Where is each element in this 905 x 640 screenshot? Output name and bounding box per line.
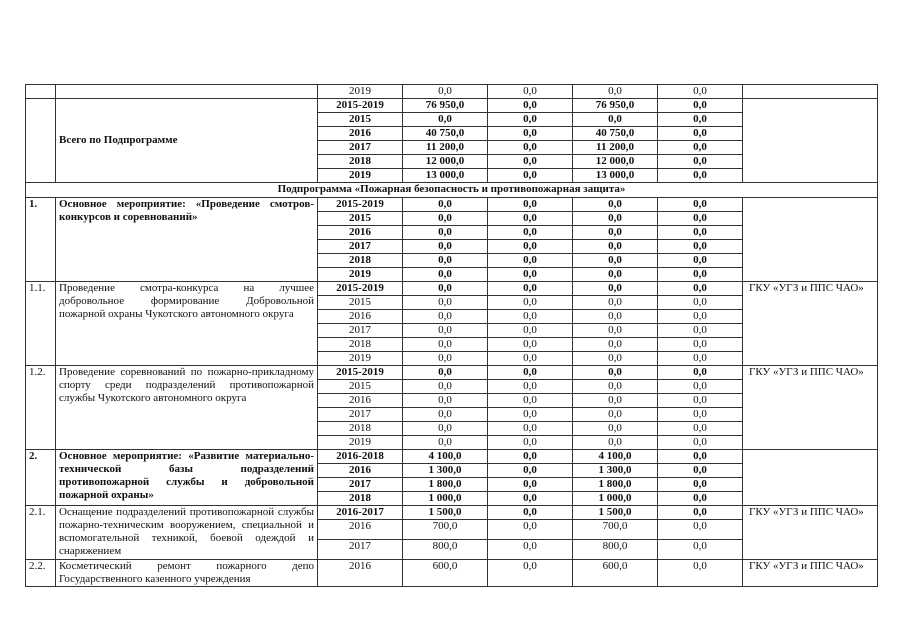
value-cell: 0,0 (488, 99, 573, 113)
value-cell: 0,0 (403, 282, 488, 296)
year-cell: 2015-2019 (318, 282, 403, 296)
value-cell: 76 950,0 (573, 99, 658, 113)
year-cell: 2015 (318, 296, 403, 310)
year-cell: 2017 (318, 240, 403, 254)
description-cell (56, 85, 318, 99)
value-cell: 0,0 (658, 169, 743, 183)
value-cell: 0,0 (573, 366, 658, 380)
value-cell: 0,0 (658, 408, 743, 422)
year-cell: 2015 (318, 380, 403, 394)
executor-cell: ГКУ «УГЗ и ППС ЧАО» (743, 282, 878, 366)
table-row (26, 560, 878, 587)
value-cell: 1 500,0 (573, 506, 658, 520)
value-cell: 12 000,0 (573, 155, 658, 169)
value-cell: 1 000,0 (573, 492, 658, 506)
value-cell: 1 300,0 (403, 464, 488, 478)
description-cell: Основное мероприятие: «Развитие материально-технической базы подразделений противопожарной службы и добровольной пожарной охраны» (56, 450, 318, 506)
year-cell: 2019 (318, 85, 403, 99)
year-cell: 2016 (318, 394, 403, 408)
value-cell: 40 750,0 (573, 127, 658, 141)
value-cell: 0,0 (658, 464, 743, 478)
value-cell: 0,0 (403, 226, 488, 240)
value-cell: 0,0 (573, 422, 658, 436)
year-cell: 2016 (318, 127, 403, 141)
row-number-cell: 2. (26, 450, 56, 506)
row-number-cell: 2.2. (26, 560, 56, 587)
value-cell: 0,0 (658, 422, 743, 436)
table-row (26, 85, 878, 99)
value-cell: 0,0 (573, 338, 658, 352)
year-cell: 2016-2018 (318, 450, 403, 464)
table-row (26, 366, 878, 380)
value-cell: 0,0 (403, 268, 488, 282)
executor-cell: ГКУ «УГЗ и ППС ЧАО» (743, 366, 878, 450)
value-cell: 0,0 (488, 155, 573, 169)
value-cell: 13 000,0 (403, 169, 488, 183)
value-cell: 0,0 (658, 450, 743, 464)
value-cell: 0,0 (488, 422, 573, 436)
value-cell: 0,0 (488, 478, 573, 492)
value-cell: 0,0 (403, 240, 488, 254)
value-cell: 0,0 (573, 408, 658, 422)
value-cell: 0,0 (488, 127, 573, 141)
value-cell: 0,0 (488, 380, 573, 394)
value-cell: 0,0 (488, 394, 573, 408)
year-cell: 2018 (318, 155, 403, 169)
value-cell: 0,0 (403, 338, 488, 352)
value-cell: 800,0 (573, 540, 658, 560)
value-cell: 0,0 (403, 422, 488, 436)
year-cell: 2016 (318, 226, 403, 240)
value-cell: 0,0 (573, 324, 658, 338)
year-cell: 2015-2019 (318, 99, 403, 113)
value-cell: 4 100,0 (573, 450, 658, 464)
value-cell: 0,0 (403, 380, 488, 394)
value-cell: 0,0 (658, 141, 743, 155)
year-cell: 2015 (318, 212, 403, 226)
table-row (26, 282, 878, 296)
value-cell: 0,0 (573, 268, 658, 282)
year-cell: 2015-2019 (318, 366, 403, 380)
value-cell: 0,0 (488, 85, 573, 99)
value-cell: 0,0 (488, 212, 573, 226)
executor-cell (743, 99, 878, 183)
table-row (26, 99, 878, 113)
value-cell: 1 800,0 (573, 478, 658, 492)
year-cell: 2015 (318, 113, 403, 127)
value-cell: 0,0 (403, 394, 488, 408)
year-cell: 2016 (318, 464, 403, 478)
table-row (26, 183, 878, 198)
value-cell: 0,0 (658, 338, 743, 352)
value-cell: 0,0 (658, 352, 743, 366)
program-budget-table (25, 84, 878, 587)
value-cell: 0,0 (658, 436, 743, 450)
value-cell: 0,0 (658, 296, 743, 310)
value-cell: 0,0 (573, 352, 658, 366)
row-number-cell: 1.1. (26, 282, 56, 366)
value-cell: 0,0 (658, 310, 743, 324)
description-cell: Проведение соревнований по пожарно-прикладному спорту среди подразделений противопожарной службы Чукотского автономного округа (56, 366, 318, 450)
value-cell: 0,0 (488, 492, 573, 506)
executor-cell (743, 450, 878, 506)
value-cell: 0,0 (488, 506, 573, 520)
value-cell: 1 300,0 (573, 464, 658, 478)
value-cell: 0,0 (403, 296, 488, 310)
description-cell: Оснащение подразделений противопожарной службы пожарно-техническим вооружением, специальной и вспомогательной техникой, боевой одеждой и снаряжением (56, 506, 318, 560)
value-cell: 0,0 (488, 450, 573, 464)
value-cell: 0,0 (658, 394, 743, 408)
value-cell: 0,0 (658, 254, 743, 268)
value-cell: 0,0 (658, 282, 743, 296)
year-cell: 2015-2019 (318, 198, 403, 212)
year-cell: 2019 (318, 352, 403, 366)
value-cell: 700,0 (403, 520, 488, 540)
value-cell: 0,0 (658, 478, 743, 492)
table-row (26, 506, 878, 520)
value-cell: 0,0 (403, 366, 488, 380)
value-cell: 0,0 (573, 436, 658, 450)
value-cell: 0,0 (488, 540, 573, 560)
value-cell: 0,0 (488, 226, 573, 240)
value-cell: 0,0 (403, 198, 488, 212)
value-cell: 0,0 (488, 282, 573, 296)
value-cell: 0,0 (658, 492, 743, 506)
value-cell: 0,0 (573, 380, 658, 394)
executor-cell: ГКУ «УГЗ и ППС ЧАО» (743, 506, 878, 560)
value-cell: 600,0 (403, 560, 488, 587)
value-cell: 0,0 (658, 155, 743, 169)
value-cell: 0,0 (658, 127, 743, 141)
value-cell: 0,0 (488, 464, 573, 478)
value-cell: 0,0 (488, 296, 573, 310)
value-cell: 76 950,0 (403, 99, 488, 113)
value-cell: 0,0 (658, 240, 743, 254)
year-cell: 2018 (318, 422, 403, 436)
value-cell: 0,0 (488, 408, 573, 422)
year-cell: 2018 (318, 338, 403, 352)
value-cell: 800,0 (403, 540, 488, 560)
year-cell: 2018 (318, 254, 403, 268)
value-cell: 0,0 (488, 352, 573, 366)
value-cell: 0,0 (488, 310, 573, 324)
value-cell: 0,0 (488, 366, 573, 380)
row-number-cell: 1. (26, 198, 56, 282)
value-cell: 4 100,0 (403, 450, 488, 464)
subprogram-title: Подпрограмма «Пожарная безопасность и противопожарная защита» (26, 183, 878, 198)
year-cell: 2016 (318, 520, 403, 540)
value-cell: 0,0 (573, 113, 658, 127)
value-cell: 0,0 (488, 141, 573, 155)
value-cell: 0,0 (658, 268, 743, 282)
description-cell: Основное мероприятие: «Проведение смотров-конкурсов и соревнований» (56, 198, 318, 282)
value-cell: 0,0 (488, 338, 573, 352)
value-cell: 0,0 (403, 85, 488, 99)
row-number-cell: 1.2. (26, 366, 56, 450)
value-cell: 0,0 (573, 254, 658, 268)
value-cell: 0,0 (488, 268, 573, 282)
value-cell: 0,0 (488, 169, 573, 183)
table-row (26, 198, 878, 212)
year-cell: 2017 (318, 408, 403, 422)
value-cell: 0,0 (488, 254, 573, 268)
value-cell: 0,0 (658, 366, 743, 380)
value-cell: 0,0 (658, 198, 743, 212)
value-cell: 0,0 (403, 310, 488, 324)
executor-cell (743, 198, 878, 282)
year-cell: 2018 (318, 492, 403, 506)
year-cell: 2017 (318, 324, 403, 338)
year-cell: 2019 (318, 436, 403, 450)
row-number-cell: 2.1. (26, 506, 56, 560)
year-cell: 2016-2017 (318, 506, 403, 520)
value-cell: 0,0 (403, 254, 488, 268)
table-row (26, 450, 878, 464)
description-cell: Косметический ремонт пожарного депо Государственного казенного учреждения (56, 560, 318, 587)
value-cell: 0,0 (658, 324, 743, 338)
value-cell: 0,0 (403, 436, 488, 450)
value-cell: 0,0 (403, 113, 488, 127)
value-cell: 0,0 (658, 560, 743, 587)
value-cell: 0,0 (573, 226, 658, 240)
year-cell: 2017 (318, 478, 403, 492)
value-cell: 0,0 (658, 226, 743, 240)
value-cell: 0,0 (658, 540, 743, 560)
value-cell: 0,0 (573, 296, 658, 310)
value-cell: 0,0 (403, 212, 488, 226)
value-cell: 40 750,0 (403, 127, 488, 141)
value-cell: 0,0 (488, 198, 573, 212)
value-cell: 0,0 (658, 99, 743, 113)
value-cell: 0,0 (573, 240, 658, 254)
year-cell: 2016 (318, 560, 403, 587)
year-cell: 2019 (318, 268, 403, 282)
value-cell: 0,0 (658, 85, 743, 99)
value-cell: 11 200,0 (403, 141, 488, 155)
year-cell: 2016 (318, 310, 403, 324)
year-cell: 2019 (318, 169, 403, 183)
value-cell: 0,0 (403, 324, 488, 338)
year-cell: 2017 (318, 141, 403, 155)
value-cell: 1 800,0 (403, 478, 488, 492)
total-label: Всего по Подпрограмме (56, 99, 318, 183)
year-cell: 2017 (318, 540, 403, 560)
value-cell: 11 200,0 (573, 141, 658, 155)
description-cell: Проведение смотра-конкурса на лучшее добровольное формирование Добровольной пожарной охраны Чукотского автономного округа (56, 282, 318, 366)
value-cell: 700,0 (573, 520, 658, 540)
value-cell: 0,0 (488, 436, 573, 450)
value-cell: 0,0 (658, 212, 743, 226)
value-cell: 0,0 (658, 380, 743, 394)
value-cell: 0,0 (573, 394, 658, 408)
value-cell: 0,0 (658, 520, 743, 540)
value-cell: 0,0 (488, 240, 573, 254)
value-cell: 0,0 (488, 324, 573, 338)
value-cell: 13 000,0 (573, 169, 658, 183)
value-cell: 600,0 (573, 560, 658, 587)
value-cell: 0,0 (403, 408, 488, 422)
value-cell: 0,0 (658, 506, 743, 520)
row-number-cell (26, 99, 56, 183)
value-cell: 12 000,0 (403, 155, 488, 169)
executor-cell (743, 85, 878, 99)
value-cell: 1 000,0 (403, 492, 488, 506)
value-cell: 0,0 (488, 113, 573, 127)
executor-cell: ГКУ «УГЗ и ППС ЧАО» (743, 560, 878, 587)
value-cell: 0,0 (573, 212, 658, 226)
value-cell: 0,0 (573, 282, 658, 296)
value-cell: 0,0 (573, 85, 658, 99)
value-cell: 0,0 (403, 352, 488, 366)
value-cell: 0,0 (488, 560, 573, 587)
value-cell: 1 500,0 (403, 506, 488, 520)
value-cell: 0,0 (658, 113, 743, 127)
value-cell: 0,0 (573, 310, 658, 324)
row-number-cell (26, 85, 56, 99)
value-cell: 0,0 (488, 520, 573, 540)
value-cell: 0,0 (573, 198, 658, 212)
